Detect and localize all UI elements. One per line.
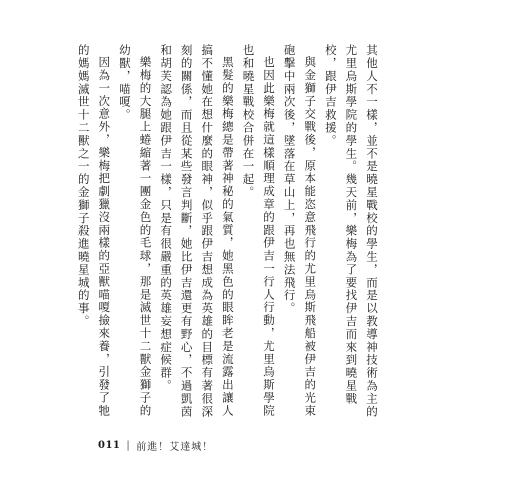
paragraph-3: 也因此樂梅就這樣順理成章的跟伊吉一行人行動，尤里烏斯學院也和曉星戰校合併在一起。 bbox=[241, 44, 277, 417]
paragraph-4: 黑髮的樂梅總是帶著神秘的氣質，她黑色的眼眸老是流露出讓人搞不懂她在想什麼的眼神，似乎跟伊吉想成為英雄的目標有著很深刻的關係，而且從某些發言判斷，她比伊吉還更有野心，不過凱茵和胡芙認為她跟伊吉一樣，只是有很嚴重的英雄妄想症候群。 bbox=[159, 44, 235, 419]
paragraph-5: 樂梅的大腿上蜷縮著一團金色的毛球，那是滅世十二獸金獅子的幼獸，喵嗄。 bbox=[117, 44, 153, 417]
page-footer bbox=[98, 438, 213, 453]
paragraph-6: 因為一次意外，樂梅把劇獵沒兩樣的亞獸喵嗄撿來養，引發了牠的媽媽滅世十二獸之一的金獅子殺進曉星城的事。 bbox=[76, 44, 112, 417]
paragraph-1: 其他人不一樣，並不是曉星戰校的學生，而是以教導神技術為主的尤里烏斯學院的學生。幾天前，樂梅為了要找伊吉而來到曉星戰校，跟伊吉救援。 bbox=[323, 44, 379, 419]
page-number: 011 bbox=[98, 440, 121, 451]
footer-divider: | bbox=[126, 440, 131, 451]
paragraph-2: 與金獅子交戰後，原本能恣意飛行的尤里烏斯飛船被伊吉的光束砲擊中兩次後，墜落在草山上，再也無法飛行。 bbox=[282, 44, 318, 417]
running-title: 前進！艾達城！ bbox=[136, 442, 214, 453]
body-text bbox=[76, 44, 382, 424]
